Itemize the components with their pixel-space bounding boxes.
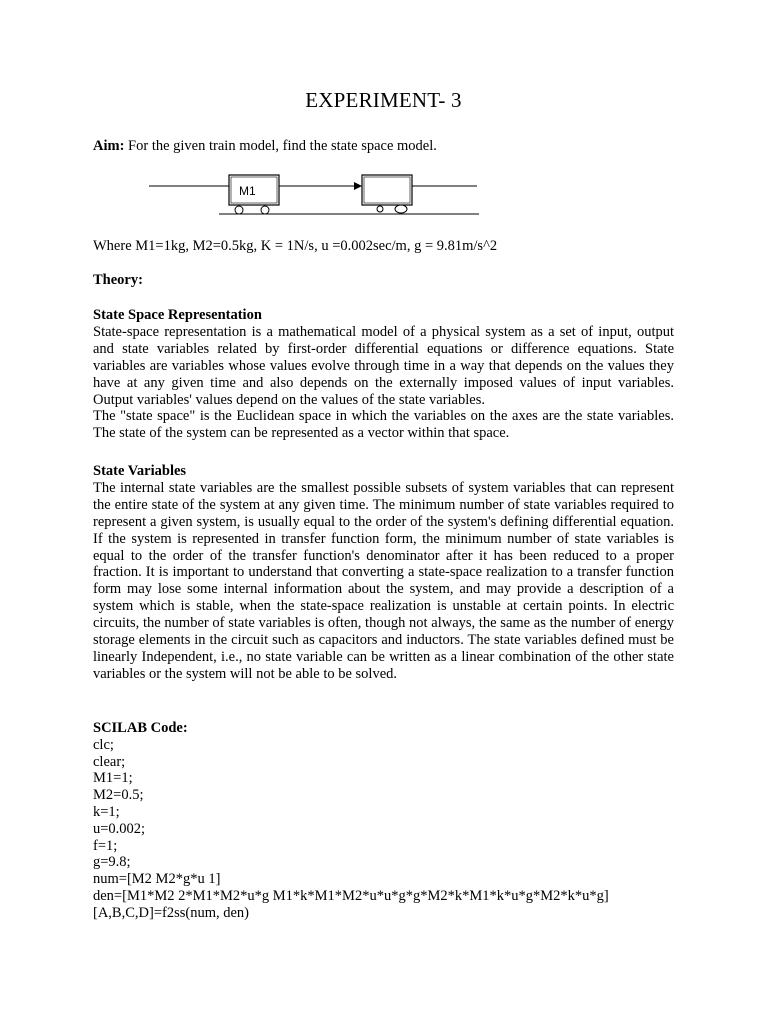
state-variables-section [93,463,674,683]
cart-m1-wheel-left [235,206,243,214]
code-line: k=1; [93,803,120,820]
code-line: M1=1; [93,770,133,787]
code-line: u=0.002; [93,820,146,837]
code-line: num=[M2 M2*g*u 1] [93,871,221,888]
state-variables-heading: State Variables [93,463,187,479]
state-space-paragraph-1: State-space representation is a mathematical model of a physical system as a set of input, output and state variables related by first-order differential equations or difference equations. State variables are variables whose values evolve through time in a way that depends on the values they have at any given time and also depends on the externally imposed values of input variables. Output variables' values depend on the values of the state variables. [93,323,674,408]
cart-m2-wheel-left [377,206,383,212]
scilab-code-heading: SCILAB Code: [93,720,188,736]
state-space-section [93,307,674,442]
aim-label: Aim: [93,138,125,154]
train-model-diagram [149,170,479,220]
scilab-code-section [93,720,674,922]
cart-m1-label: M1 [239,184,256,198]
page-title: EXPERIMENT- 3 [305,88,462,112]
parameter-values: Where M1=1kg, M2=0.5kg, K = 1N/s, u =0.002sec/m, g = 9.81m/s^2 [93,238,498,254]
code-line: clc; [93,736,114,753]
coupling-arrowhead [354,182,362,190]
code-line: clear; [93,753,126,770]
code-line: f=1; [93,837,118,854]
code-line: M2=0.5; [93,787,144,804]
cart-m1-wheel-right [261,206,269,214]
theory-heading: Theory: [93,272,143,288]
code-line: g=9.8; [93,854,131,871]
state-variables-paragraph: The internal state variables are the smallest possible subsets of system variables that can represent the entire state of the system at any given time. The minimum number of state variables required to represent a given system, is usually equal to the order of the system's defining differential equation. If the system is represented in transfer function form, the minimum number of state variables is equal to the order of the transfer function's denominator after it has been reduced to a proper fraction. It is important to understand that converting a state-space realization to a transfer function form may lose some internal information about the system, and may provide a description of a system which is stable, when the state-space realization is unstable at certain points. In electric circuits, the number of state variables is often, though not always, the same as the number of energy storage elements in the circuit such as capacitors and inductors. The state variables defined must be linearly Independent, i.e., no state variable can be written as a linear combination of the other state variables or the system will not be able to be solved. [93,479,674,682]
code-line: den=[M1*M2 2*M1*M2*u*g M1*k*M1*M2*u*u*g*g*M2*k*M1*k*u*g*M2*k*u*g] [93,887,609,904]
aim-statement [93,138,437,155]
state-space-paragraph-2: The "state space" is the Euclidean space in which the variables on the axes are the state variables. The state of the system can be represented as a vector within that space. [93,408,674,442]
code-line: [A,B,C,D]=f2ss(num, den) [93,904,249,921]
cart-m2 [362,175,412,205]
cart-m2-wheel-right [395,205,407,213]
state-space-heading: State Space Representation [93,307,262,323]
aim-text: For the given train model, find the state space model. [124,138,437,154]
